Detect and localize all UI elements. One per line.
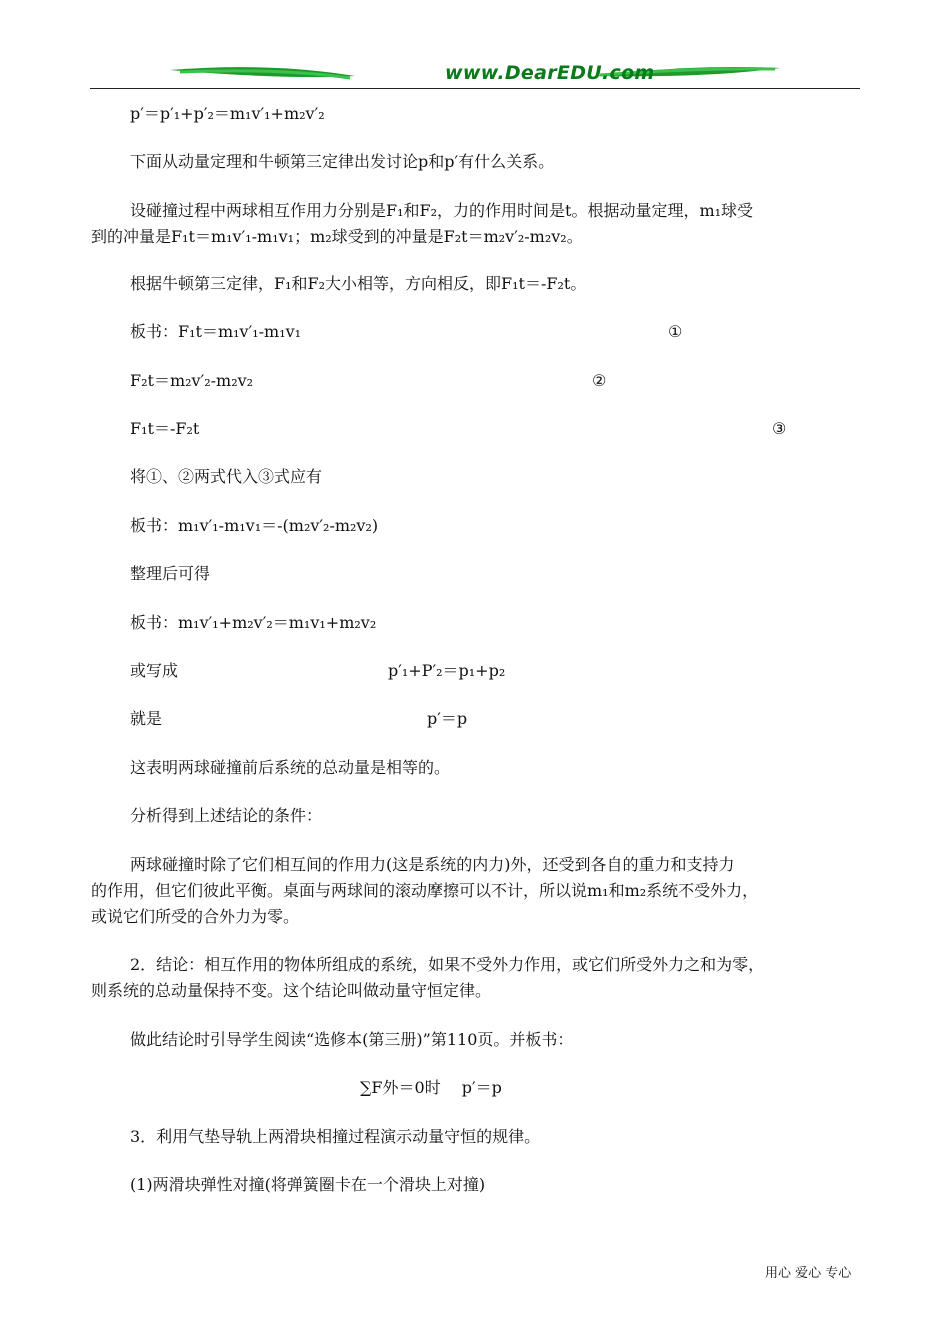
board-eq-sum-external-force: ∑F外＝0时 p′＝p [360, 1078, 502, 1097]
label-that-is: 就是 [130, 709, 163, 728]
paragraph-conclusion-line2: 则系统的总动量保持不变。这个结论叫做动量守恒定律。 [91, 981, 492, 1000]
paragraph-intro: 下面从动量定理和牛顿第三定律出发讨论p和p′有什么关系。 [130, 152, 555, 171]
eq-momentum-components: p′₁+P′₂＝p₁+p₂ [388, 661, 506, 680]
paragraph-impulse-line2: 到的冲量是F₁t＝m₁v′₁-m₁v₁；m₂球受到的冲量是F₂t＝m₂v′₂-m₂v₂。 [91, 227, 583, 246]
footer-slogan: 用心 爱心 专心 [765, 1266, 852, 1281]
board-eq-2: F₂t＝m₂v′₂-m₂v₂ [130, 371, 254, 390]
header-divider [90, 88, 860, 89]
eq-number-1: ① [668, 322, 683, 341]
paragraph-substitute: 将①、②两式代入③式应有 [130, 467, 323, 486]
paragraph-impulse-line1: 设碰撞过程中两球相互作用力分别是F₁和F₂，力的作用时间是t。根据动量定理，m₁球受 [130, 201, 754, 220]
paragraph-forces-line1: 两球碰撞时除了它们相互间的作用力(这是系统的内力)外，还受到各自的重力和支持力 [130, 855, 735, 874]
paragraph-total-momentum: 这表明两球碰撞前后系统的总动量是相等的。 [130, 758, 451, 777]
eq-momentum-sum: p′＝p′₁+p′₂＝m₁v′₁+m₂v′₂ [130, 104, 325, 123]
board-eq-conservation: 板书：m₁v′₁+m₂v′₂＝m₁v₁+m₂v₂ [130, 613, 377, 632]
paragraph-forces-line2: 的作用，但它们彼此平衡。桌面与两球间的滚动摩擦可以不计，所以说m₁和m₂系统不受外力， [91, 881, 759, 900]
eq-p-prime-equals-p: p′＝p [427, 709, 468, 728]
board-eq-1: 板书：F₁t＝m₁v′₁-m₁v₁ [130, 322, 302, 341]
paragraph-newton-third: 根据牛顿第三定律，F₁和F₂大小相等，方向相反，即F₁t＝-F₂t。 [130, 274, 587, 293]
eq-number-3: ③ [772, 419, 787, 438]
header-logo-text: www.DearEDU.com [445, 62, 655, 84]
paragraph-rearrange: 整理后可得 [130, 564, 211, 583]
paragraph-demo-heading: 3．利用气垫导轨上两滑块相撞过程演示动量守恒的规律。 [130, 1127, 541, 1146]
board-eq-substituted: 板书：m₁v′₁-m₁v₁＝-(m₂v′₂-m₂v₂) [130, 516, 379, 535]
paragraph-elastic-collision: (1)两滑块弹性对撞(将弹簧圈卡在一个滑块上对撞) [130, 1175, 486, 1194]
eq-number-2: ② [592, 371, 607, 390]
board-eq-3: F₁t＝-F₂t [130, 419, 200, 438]
paragraph-conditions: 分析得到上述结论的条件： [130, 806, 323, 825]
paragraph-forces-line3: 或说它们所受的合外力为零。 [91, 907, 300, 926]
paragraph-reading-guide: 做此结论时引导学生阅读“选修本(第三册)”第110页。并板书： [130, 1030, 574, 1049]
label-or-written: 或写成 [130, 661, 179, 680]
paragraph-conclusion-line1: 2．结论：相互作用的物体所组成的系统，如果不受外力作用，或它们所受外力之和为零， [130, 955, 765, 974]
page-header [90, 58, 860, 92]
